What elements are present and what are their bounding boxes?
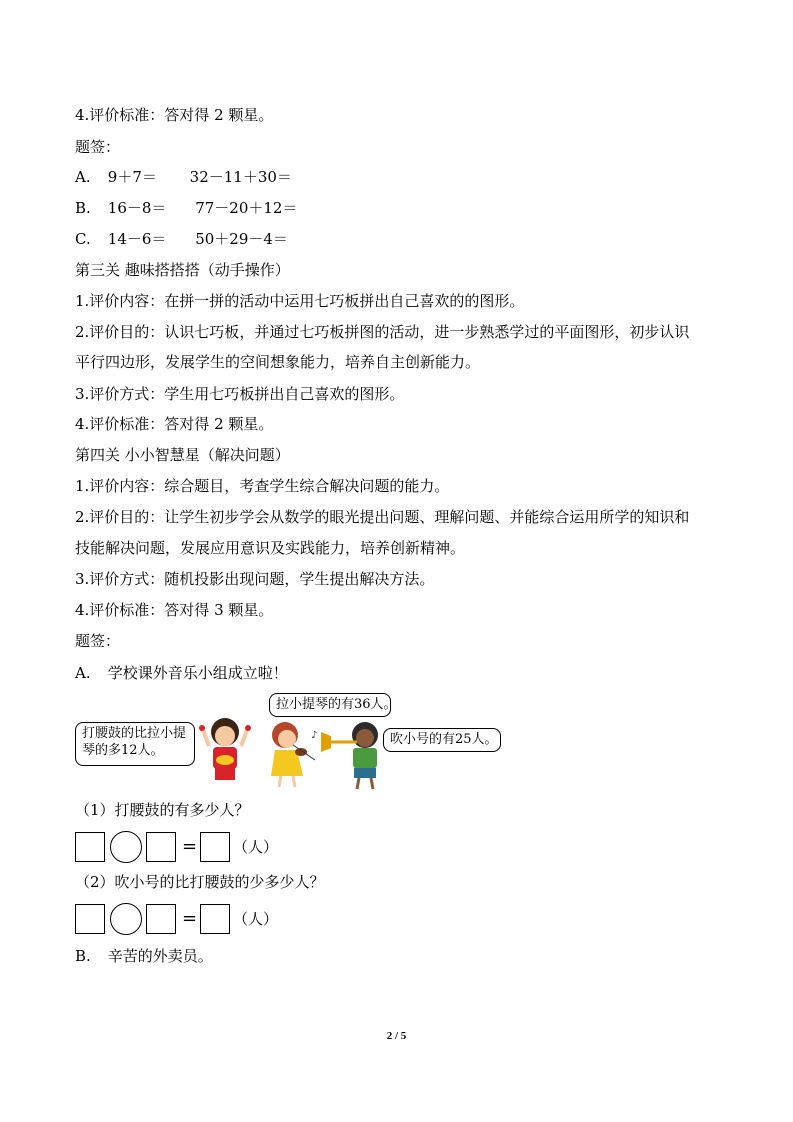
page-number: 2 / 5 [386,1030,407,1042]
drum-speech-bubble: 打腰鼓的比拉小提琴的多12人。 [75,722,195,766]
result-box[interactable] [200,832,230,862]
option-letter: C. [75,230,91,248]
equation-row-1 [75,830,335,864]
equals-sign: = [182,836,198,857]
violin-speech-bubble: 拉小提琴的有36人。 [269,693,391,717]
trumpeter-figure [321,722,378,789]
answer-box[interactable] [146,832,176,862]
expression: 50＋29－4＝ [195,230,288,248]
question-label: 题签： [75,138,121,156]
section-3-method: 3.评价方式：学生用七巧板拼出自己喜欢的图形。 [75,385,405,403]
music-group-illustration [75,690,505,790]
question-2: （2）吹小号的比打腰鼓的少多少人？ [75,873,325,891]
section-3-criteria: 4.评价标准：答对得 2 颗星。 [75,415,274,433]
violinist-figure [271,722,317,787]
section-3-purpose: 2.评价目的：认识七巧板，并通过七巧板拼图的活动，进一步熟悉学过的平面图形，初步认识 [75,323,690,341]
trumpet-speech-bubble: 吹小号的有25人。 [383,728,501,752]
option-letter: B. [75,199,91,217]
problem-b-text: 辛苦的外卖员。 [107,947,213,965]
expression: 77－20＋12＝ [195,199,298,217]
option-c [75,229,288,249]
section-4-criteria: 4.评价标准：答对得 3 颗星。 [75,601,274,619]
option-letter: B. [75,947,91,965]
unit-label: （人） [233,838,279,856]
svg-text:♪: ♪ [311,730,318,741]
drummer-figure [199,718,251,780]
option-a [75,167,292,187]
equals-sign: = [182,908,198,929]
criteria-2stars: 4.评价标准：答对得 2 颗星。 [75,106,274,124]
section-4-purpose-cont: 技能解决问题，发展应用意识及实践能力，培养创新精神。 [75,539,466,557]
answer-box[interactable] [75,832,105,862]
question-1: （1）打腰鼓的有多少人？ [75,801,250,819]
expression: 32－11＋30＝ [189,168,292,186]
expression: 14－6＝ [107,230,167,248]
option-letter: A. [75,168,91,186]
section-4-purpose: 2.评价目的：让学生初步学会从数学的眼光提出问题、理解问题、并能综合运用所学的知识和 [75,508,690,526]
operator-circle[interactable] [110,831,142,863]
children-figures [75,690,505,790]
answer-box[interactable] [75,904,105,934]
problem-a-text: 学校课外音乐小组成立啦！ [107,664,288,682]
section-4-method: 3.评价方式：随机投影出现问题，学生提出解决方法。 [75,570,435,588]
question-label-2: 题签： [75,632,121,650]
option-b [75,198,297,218]
section-3-heading: 第三关 趣味搭搭搭（动手操作） [75,261,290,279]
section-3-purpose-cont: 平行四边形，发展学生的空间想象能力，培养自主创新能力。 [75,353,481,371]
section-4-heading: 第四关 小小智慧星（解决问题） [75,446,290,464]
operator-circle[interactable] [110,903,142,935]
expression: 16－8＝ [107,199,167,217]
problem-b [75,946,213,966]
result-box[interactable] [200,904,230,934]
unit-label: （人） [233,910,279,928]
expression: 9＋7＝ [107,168,157,186]
answer-box[interactable] [146,904,176,934]
equation-row-2 [75,902,335,936]
section-3-content: 1.评价内容：在拼一拼的活动中运用七巧板拼出自己喜欢的的图形。 [75,292,525,310]
option-letter: A. [75,664,91,682]
section-4-content: 1.评价内容：综合题目，考查学生综合解决问题的能力。 [75,477,450,495]
problem-a [75,663,288,683]
